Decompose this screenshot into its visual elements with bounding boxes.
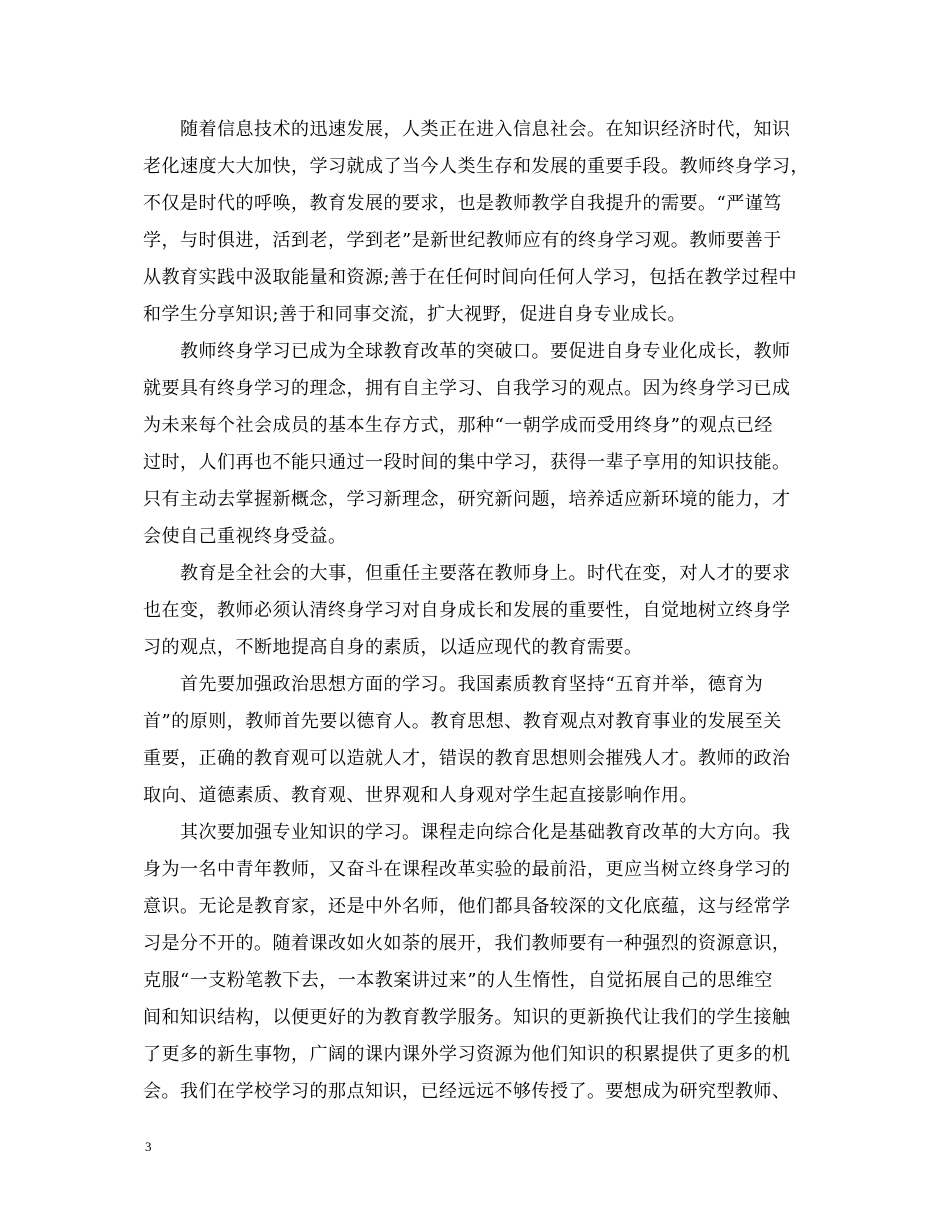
paragraph-5-line-1: 其次要加强专业知识的学习。课程走向综合化是基础教育改革的大方向。我 (180, 822, 791, 843)
paragraph-2-line-5: 只有主动去掌握新概念，学习新理念，研究新问题，培养适应新环境的能力，才 (143, 489, 791, 510)
paragraph-3-line-2: 也在变，教师必须认清终身学习对自身成长和发展的重要性，自觉地树立终身学 (143, 600, 791, 621)
paragraph-1-line-4: 学，与时俱进，活到老，学到老”是新世纪教师应有的终身学习观。教师要善于 (143, 230, 782, 251)
paragraph-1-line-3: 不仅是时代的呼唤，教育发展的要求，也是教师教学自我提升的需要。“严谨笃 (143, 193, 782, 214)
paragraph-4-line-1: 首先要加强政治思想方面的学习。我国素质教育坚持“五育并举，德育为 (180, 674, 764, 695)
paragraph-3-line-3: 习的观点，不断地提高自身的素质，以适应现代的教育需要。 (143, 637, 643, 658)
page-number: 3 (145, 1139, 152, 1154)
paragraph-2-line-2: 就要具有终身学习的理念，拥有自主学习、自我学习的观点。因为终身学习已成 (143, 378, 791, 399)
paragraph-5-line-2: 身为一名中青年教师，又奋斗在课程改革实验的最前沿，更应当树立终身学习的 (143, 859, 791, 880)
paragraph-2-line-4: 过时，人们再也不能只通过一段时间的集中学习，获得一辈子享用的知识技能。 (143, 452, 791, 473)
paragraph-5-line-5: 克服“一支粉笔教下去，一本教案讲过来”的人生惰性，自觉拓展自己的思维空 (143, 970, 773, 991)
paragraph-2-line-1: 教师终身学习已成为全球教育改革的突破口。要促进自身专业化成长，教师 (180, 341, 791, 362)
paragraph-1-line-6: 和学生分享知识;善于和同事交流，扩大视野，促进自身专业成长。 (143, 304, 687, 325)
paragraph-2-line-3: 为未来每个社会成员的基本生存方式，那种“一朝学成而受用终身”的观点已经 (143, 415, 773, 436)
paragraph-1-line-1: 随着信息技术的迅速发展，人类正在进入信息社会。在知识经济时代，知识 (180, 119, 791, 140)
paragraph-5-line-8: 会。我们在学校学习的那点知识，已经远远不够传授了。要想成为研究型教师、 (143, 1081, 791, 1102)
paragraph-5-line-7: 了更多的新生事物，广阔的课内课外学习资源为他们知识的积累提供了更多的机 (143, 1044, 791, 1065)
paragraph-5-line-6: 间和知识结构，以便更好的为教育教学服务。知识的更新换代让我们的学生接触 (143, 1007, 791, 1028)
paragraph-2-line-6: 会使自己重视终身受益。 (143, 526, 347, 547)
paragraph-3-line-1: 教育是全社会的大事，但重任主要落在教师身上。时代在变，对人才的要求 (180, 563, 791, 584)
paragraph-1-line-5: 从教育实践中汲取能量和资源;善于在任何时间向任何人学习，包括在教学过程中 (143, 267, 798, 288)
paragraph-4-line-2: 首”的原则，教师首先要以德育人。教育思想、教育观点对教育事业的发展至关 (143, 711, 782, 732)
paragraph-5-line-4: 习是分不开的。随着课改如火如荼的展开，我们教师要有一种强烈的资源意识， (143, 933, 791, 954)
paragraph-4-line-3: 重要，正确的教育观可以造就人才，错误的教育思想则会摧残人才。教师的政治 (143, 748, 791, 769)
paragraph-4-line-4: 取向、道德素质、教育观、世界观和人身观对学生起直接影响作用。 (143, 785, 698, 806)
paragraph-5-line-3: 意识。无论是教育家，还是中外名师，他们都具备较深的文化底蕴，这与经常学 (143, 896, 791, 917)
paragraph-1-line-2: 老化速度大大加快，学习就成了当今人类生存和发展的重要手段。教师终身学习， (143, 156, 809, 177)
